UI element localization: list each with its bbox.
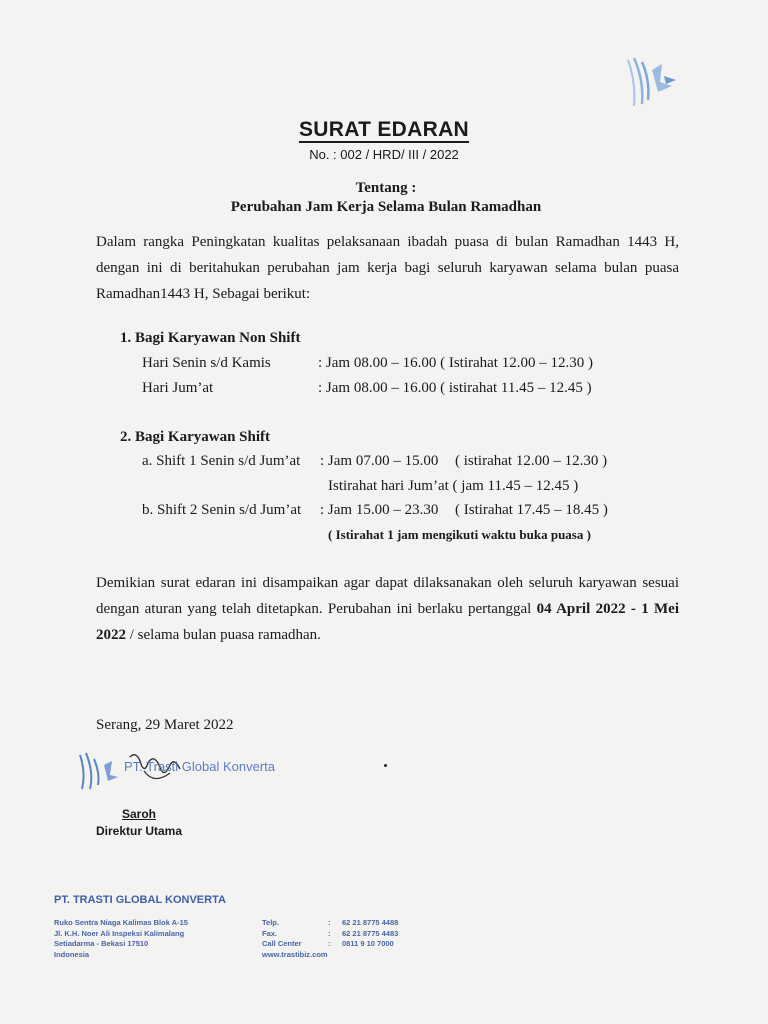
address-line: Indonesia — [54, 949, 90, 959]
letter-date: Serang, 29 Maret 2022 — [96, 717, 234, 733]
shift-b-label: b. Shift 2 Senin s/d Jum’at — [142, 502, 302, 518]
contact-label: Fax. — [262, 928, 278, 938]
section-shift-heading: 2. Bagi Karyawan Shift — [120, 429, 271, 445]
effective-date-end: 2022 — [96, 627, 126, 643]
shift-a-time: : Jam 07.00 – 15.00 — [320, 453, 439, 469]
shift-a-break: ( istirahat 12.00 – 12.30 ) — [455, 453, 608, 469]
intro-paragraph — [96, 229, 679, 307]
contact-label: Call Center — [262, 939, 302, 948]
shift-a-label: a. Shift 1 Senin s/d Jum’at — [142, 453, 301, 469]
shift-b-time: : Jam 15.00 – 23.30 — [320, 502, 439, 518]
address-line: Setiadarma - Bekasi 17510 — [54, 939, 149, 948]
contact-label: Telp. — [262, 918, 279, 927]
subject-text: Perubahan Jam Kerja Selama Bulan Ramadhan — [230, 199, 542, 215]
closing-text: dengan aturan yang telah ditetapkan. Perubahan ini berlaku pertanggal — [96, 601, 537, 617]
contact-row — [262, 950, 398, 961]
closing-paragraph — [96, 570, 679, 648]
contact-value: 62 21 8775 4483 — [342, 928, 399, 938]
shift-b-note: ( Istirahat 1 jam mengikuti waktu buka puasa ) — [328, 527, 591, 542]
schedule-day: Hari Senin s/d Kamis — [142, 355, 271, 371]
stamp-text: PT. Trasti Global Konverta — [124, 759, 276, 774]
contact-value: 62 21 8775 4488 — [342, 918, 399, 927]
contact-separator: : — [328, 939, 331, 948]
schedule-time: : Jam 08.00 – 16.00 ( Istirahat 12.00 – 12.30 ) — [318, 355, 593, 371]
closing-line — [96, 596, 679, 622]
signer-title: Direktur Utama — [96, 824, 183, 838]
letter-title: SURAT EDARAN — [298, 118, 470, 141]
website-link[interactable]: www.trastibiz.com — [262, 949, 328, 959]
footer-contacts — [262, 918, 398, 960]
address-line: Ruko Sentra Niaga Kalimas Blok A-15 — [54, 918, 188, 927]
shift-a-friday-break: Istirahat hari Jum’at ( jam 11.45 – 12.45 ) — [328, 478, 579, 494]
footer-company-name: PT. TRASTI GLOBAL KONVERTA — [54, 894, 226, 906]
letter-number: No. : 002 / HRD/ III / 2022 — [309, 147, 459, 162]
contact-separator: : — [328, 918, 331, 927]
closing-line — [96, 622, 679, 648]
schedule-time: : Jam 08.00 – 16.00 ( istirahat 11.45 – 12.45 ) — [318, 380, 592, 396]
contact-row — [262, 929, 398, 940]
closing-line: Demikian surat edaran ini disampaikan agar dapat dilaksanakan oleh seluruh karyawan sesuai — [96, 575, 679, 591]
schedule-day: Hari Jum’at — [142, 380, 214, 396]
section-non-shift-heading: 1. Bagi Karyawan Non Shift — [120, 330, 301, 346]
contact-separator: : — [328, 928, 331, 938]
footer-address — [54, 918, 188, 960]
contact-row — [262, 939, 398, 950]
signer-name: Saroh — [122, 807, 157, 821]
company-logo-icon — [622, 52, 688, 108]
intro-line: Dalam rangka Peningkatan kualitas pelaksanaan ibadah puasa di bulan Ramadhan 1443 H, — [96, 234, 679, 250]
contact-value: 0811 9 10 7000 — [342, 939, 394, 948]
effective-date-start: 04 April 2022 - 1 Mei — [536, 601, 679, 617]
closing-text: / selama bulan puasa ramadhan. — [126, 627, 321, 643]
intro-line: Ramadhan1443 H, Sebagai berikut: — [96, 286, 311, 302]
intro-line: dengan ini di beritahukan perubahan jam kerja bagi seluruh karyawan selama bulan puasa — [96, 260, 679, 276]
address-line: Jl. K.H. Noer Ali Inspeksi Kalimalang — [54, 928, 185, 938]
contact-row — [262, 918, 398, 929]
shift-b-break: ( Istirahat 17.45 – 18.45 ) — [455, 502, 608, 518]
subject-label: Tentang : — [355, 180, 417, 196]
speck — [384, 764, 387, 767]
